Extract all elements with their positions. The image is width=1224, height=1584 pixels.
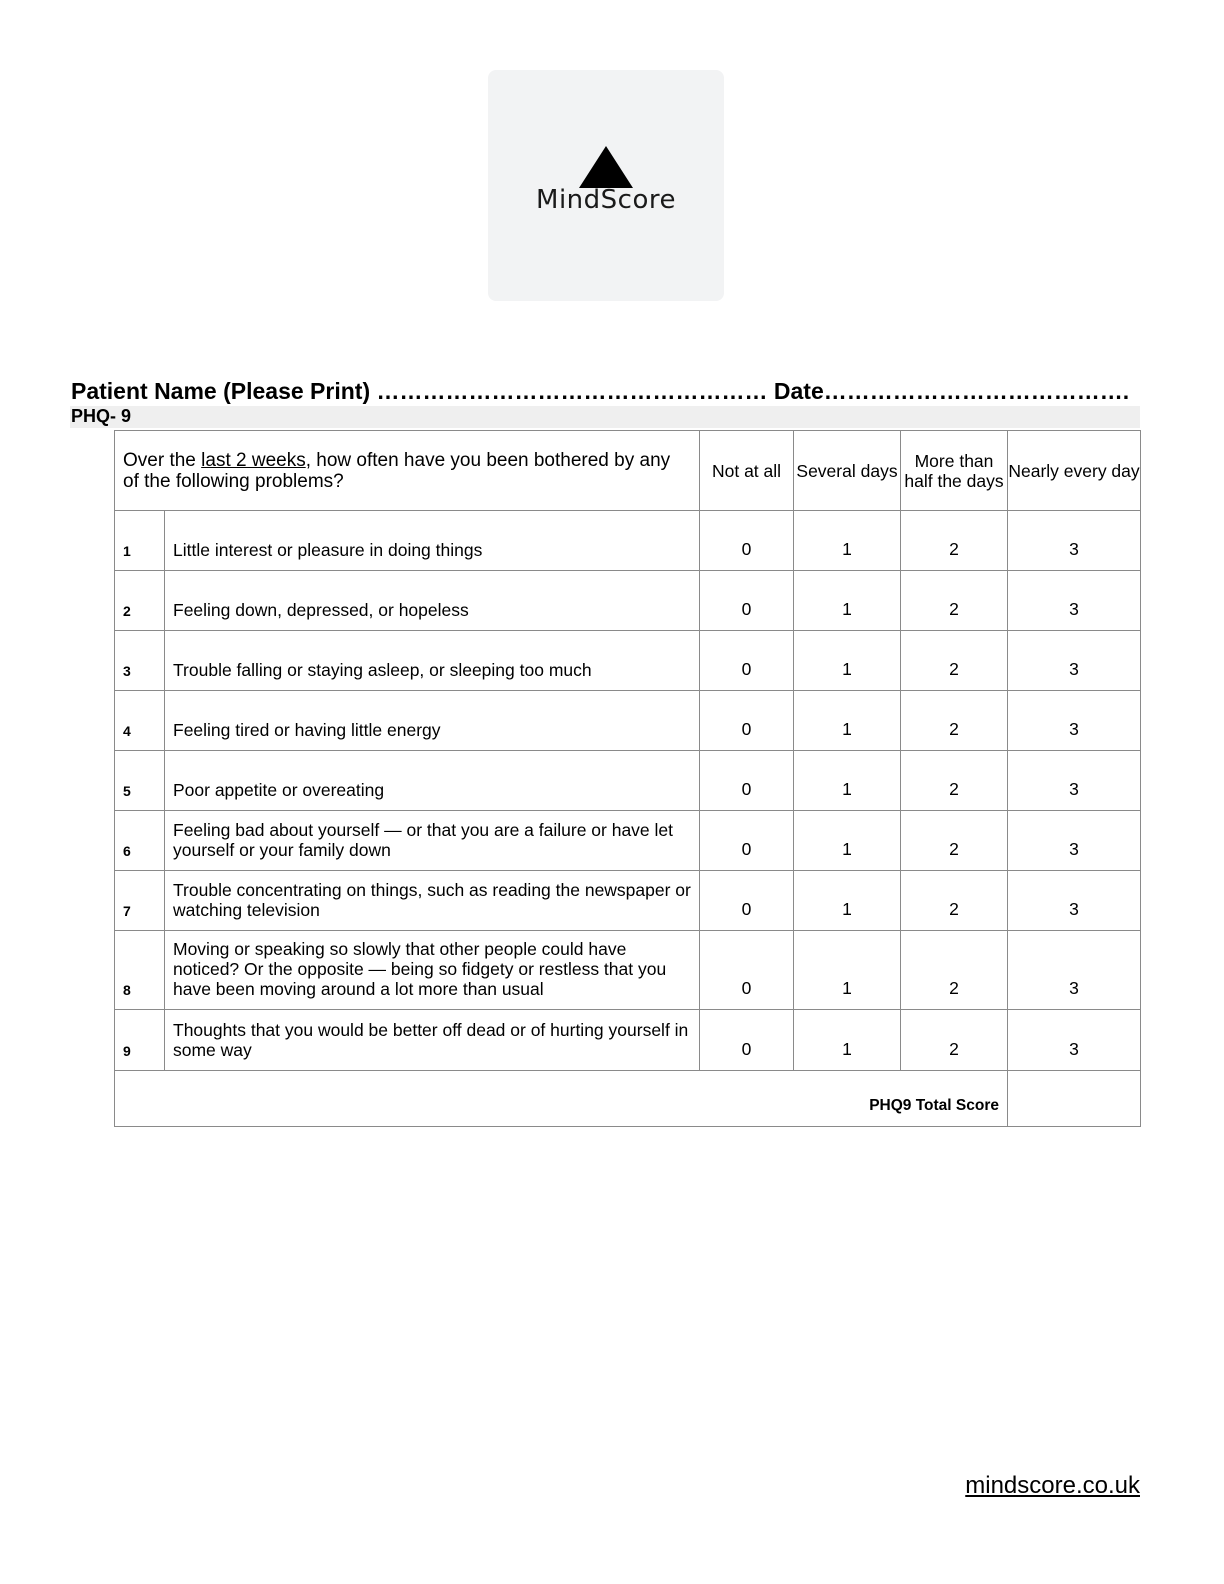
question-number: 6 <box>115 811 165 871</box>
patient-name-date-line: Patient Name (Please Print) …………………………………………… Date…………………………………. <box>71 378 1130 404</box>
score-option-cell[interactable]: 2 <box>901 871 1008 931</box>
score-option-cell[interactable]: 1 <box>794 511 901 571</box>
question-text: Little interest or pleasure in doing things <box>165 511 700 571</box>
score-option-cell[interactable]: 3 <box>1008 871 1141 931</box>
score-option-cell[interactable]: 0 <box>700 691 794 751</box>
option-header-not-at-all: Not at all <box>700 431 794 511</box>
question-row <box>115 931 1141 1010</box>
total-score-field[interactable] <box>1008 1071 1141 1127</box>
last-2-weeks-text: last 2 weeks <box>201 449 306 471</box>
question-header: Over the last 2 weeks, how often have you been bothered by any of the following problems? <box>115 431 700 511</box>
question-text: Feeling down, depressed, or hopeless <box>165 571 700 631</box>
question-number: 8 <box>115 931 165 1010</box>
score-option-cell[interactable]: 3 <box>1008 511 1141 571</box>
question-number: 4 <box>115 691 165 751</box>
score-option-cell[interactable]: 1 <box>794 751 901 811</box>
question-text: Moving or speaking so slowly that other people could have noticed? Or the opposite — being so fidgety or restless that you have been moving around a lot more than usual <box>165 931 700 1010</box>
score-option-cell[interactable]: 1 <box>794 691 901 751</box>
question-text: Trouble falling or staying asleep, or sleeping too much <box>165 631 700 691</box>
score-option-cell[interactable]: 1 <box>794 1010 901 1071</box>
question-number: 3 <box>115 631 165 691</box>
score-option-cell[interactable]: 2 <box>901 931 1008 1010</box>
score-option-cell[interactable]: 2 <box>901 631 1008 691</box>
score-option-cell[interactable]: 2 <box>901 511 1008 571</box>
score-option-cell[interactable]: 0 <box>700 931 794 1010</box>
question-text: Feeling tired or having little energy <box>165 691 700 751</box>
total-row <box>115 1071 1141 1127</box>
score-option-cell[interactable]: 2 <box>901 1010 1008 1071</box>
score-option-cell[interactable]: 1 <box>794 571 901 631</box>
footer-website-link[interactable]: mindscore.co.uk <box>965 1472 1140 1499</box>
total-score-label: PHQ9 Total Score <box>115 1071 1008 1127</box>
score-option-cell[interactable]: 0 <box>700 811 794 871</box>
score-option-cell[interactable]: 2 <box>901 571 1008 631</box>
score-option-cell[interactable]: 3 <box>1008 1010 1141 1071</box>
score-option-cell[interactable]: 2 <box>901 811 1008 871</box>
score-option-cell[interactable]: 3 <box>1008 691 1141 751</box>
score-option-cell[interactable]: 0 <box>700 571 794 631</box>
question-number: 1 <box>115 511 165 571</box>
score-option-cell[interactable]: 2 <box>901 751 1008 811</box>
question-row <box>115 871 1141 931</box>
section-title: PHQ- 9 <box>71 406 132 426</box>
question-number: 5 <box>115 751 165 811</box>
question-number: 2 <box>115 571 165 631</box>
score-option-cell[interactable]: 3 <box>1008 631 1141 691</box>
option-header-several-days: Several days <box>794 431 901 511</box>
score-option-cell[interactable]: 1 <box>794 931 901 1010</box>
question-text: Feeling bad about yourself — or that you are a failure or have let yourself or your family down <box>165 811 700 871</box>
question-row <box>115 691 1141 751</box>
score-option-cell[interactable]: 3 <box>1008 931 1141 1010</box>
question-row <box>115 571 1141 631</box>
score-option-cell[interactable]: 0 <box>700 751 794 811</box>
score-option-cell[interactable]: 1 <box>794 871 901 931</box>
score-option-cell[interactable]: 0 <box>700 1010 794 1071</box>
section-header-bar <box>70 406 1140 428</box>
score-option-cell[interactable]: 1 <box>794 811 901 871</box>
logo-triangle-icon <box>579 146 633 188</box>
score-option-cell[interactable]: 3 <box>1008 571 1141 631</box>
logo-text: MindScore <box>536 185 676 215</box>
question-row <box>115 511 1141 571</box>
score-option-cell[interactable]: 0 <box>700 871 794 931</box>
question-text: Thoughts that you would be better off dead or of hurting yourself in some way <box>165 1010 700 1071</box>
question-row <box>115 811 1141 871</box>
score-option-cell[interactable]: 2 <box>901 691 1008 751</box>
score-option-cell[interactable]: 3 <box>1008 811 1141 871</box>
question-row <box>115 631 1141 691</box>
header-row <box>115 431 1141 511</box>
question-number: 7 <box>115 871 165 931</box>
question-text: Poor appetite or overeating <box>165 751 700 811</box>
question-row <box>115 751 1141 811</box>
question-text: Trouble concentrating on things, such as reading the newspaper or watching television <box>165 871 700 931</box>
option-header-more-than-half: More than half the days <box>901 431 1008 511</box>
logo <box>488 70 724 301</box>
option-header-nearly-every-day: Nearly every day <box>1008 431 1141 511</box>
score-option-cell[interactable]: 0 <box>700 511 794 571</box>
score-option-cell[interactable]: 3 <box>1008 751 1141 811</box>
phq9-table <box>114 430 1141 1127</box>
question-number: 9 <box>115 1010 165 1071</box>
score-option-cell[interactable]: 1 <box>794 631 901 691</box>
score-option-cell[interactable]: 0 <box>700 631 794 691</box>
question-row <box>115 1010 1141 1071</box>
